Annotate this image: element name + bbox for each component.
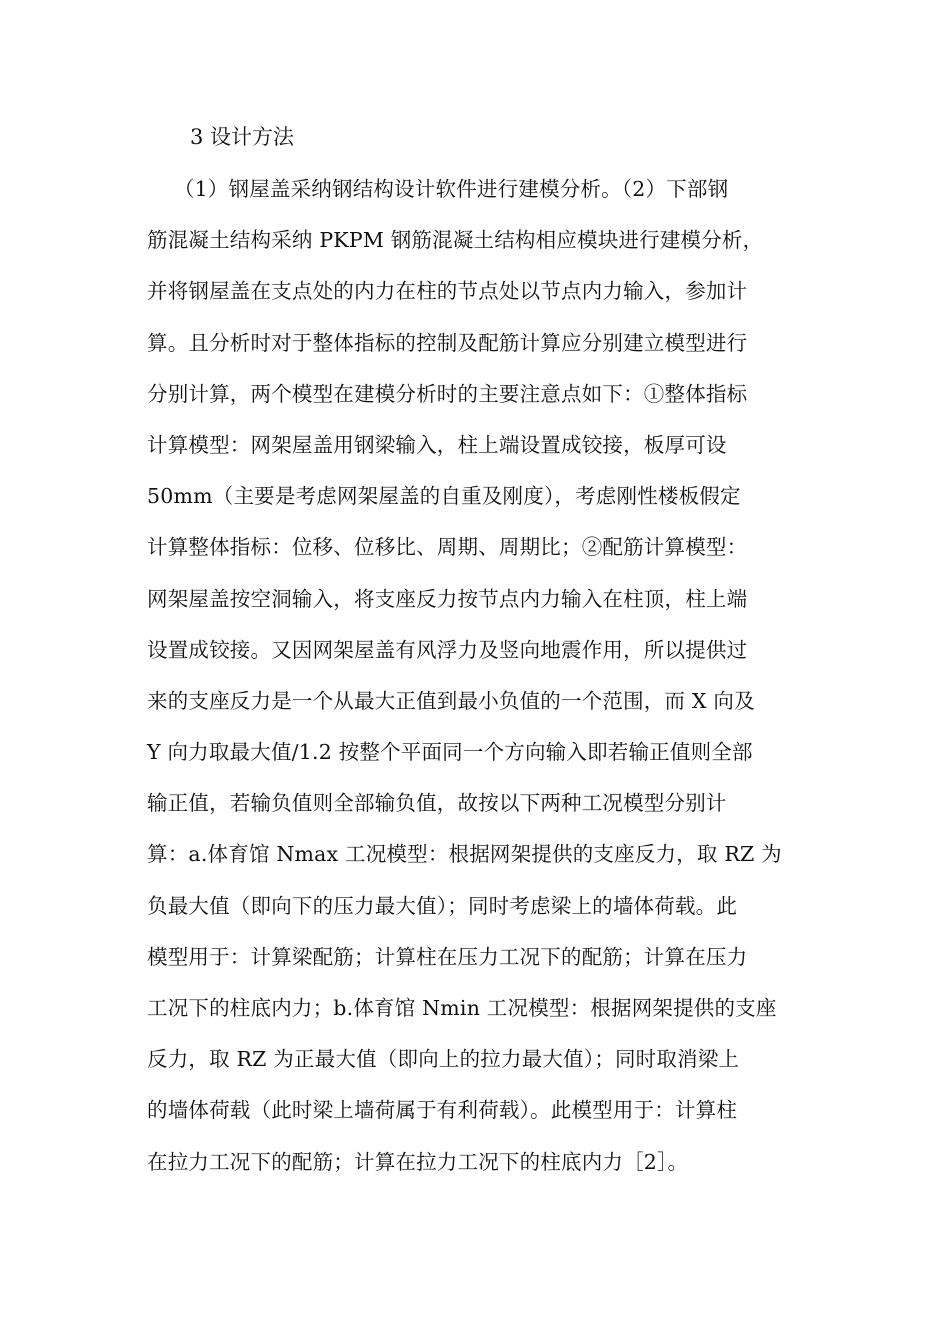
- paragraph-line: 50mm（主要是考虑网架屋盖的自重及刚度），考虑刚性楼板假定: [147, 484, 741, 509]
- paragraph-line: 的墙体荷载（此时梁上墙荷属于有利荷载）。此模型用于：计算柱: [147, 1098, 738, 1123]
- paragraph-line: 模型用于：计算梁配筋；计算柱在压力工况下的配筋；计算在压力: [147, 944, 748, 969]
- paragraph-line: 计算模型：网架屋盖用钢梁输入，柱上端设置成铰接，板厚可设: [147, 432, 727, 457]
- paragraph-line: 设置成铰接。又因网架屋盖有风浮力及竖向地震作用，所以提供过: [147, 637, 748, 662]
- section-paragraph: [147, 172, 817, 1196]
- paragraph-line: 并将钢屋盖在支点处的内力在柱的节点处以节点内力输入，参加计: [147, 279, 748, 304]
- section-heading: 3 设计方法: [190, 125, 295, 149]
- paragraph-line: （1）钢屋盖采纳钢结构设计软件进行建模分析。（2）下部钢: [147, 177, 729, 201]
- paragraph-line: Y 向力取最大值/1.2 按整个平面同一个方向输入即若输正值则全部: [147, 740, 753, 765]
- paragraph-line: 分别计算，两个模型在建模分析时的主要注意点如下：①整体指标: [147, 381, 748, 406]
- paragraph-line: 工况下的柱底内力；b.体育馆 Nmin 工况模型：根据网架提供的支座: [147, 996, 777, 1020]
- paragraph-line: 反力，取 RZ 为正最大值（即向上的拉力最大值）；同时取消梁上: [147, 1047, 740, 1072]
- paragraph-line: 输正值，若输负值则全部输负值，故按以下两种工况模型分别计: [147, 791, 727, 816]
- paragraph-line: 筋混凝土结构采纳 PKPM 钢筋混凝土结构相应模块进行建模分析，: [147, 228, 764, 253]
- paragraph-line: 网架屋盖按空洞输入，将支座反力按节点内力输入在柱顶，柱上端: [147, 586, 748, 611]
- paragraph-line: 计算整体指标：位移、位移比、周期、周期比；②配筋计算模型：: [147, 535, 748, 560]
- paragraph-line: 来的支座反力是一个从最大正值到最小负值的一个范围，而 X 向及: [147, 688, 755, 713]
- paragraph-line: 算：a.体育馆 Nmax 工况模型：根据网架提供的支座反力，取 RZ 为: [147, 842, 782, 867]
- paragraph-line: 算。且分析时对于整体指标的控制及配筋计算应分别建立模型进行: [147, 330, 748, 355]
- paragraph-line: 负最大值（即向下的压力最大值）；同时考虑梁上的墙体荷载。此: [147, 893, 738, 918]
- paragraph-line: 在拉力工况下的配筋；计算在拉力工况下的柱底内力［2］。: [147, 1149, 689, 1174]
